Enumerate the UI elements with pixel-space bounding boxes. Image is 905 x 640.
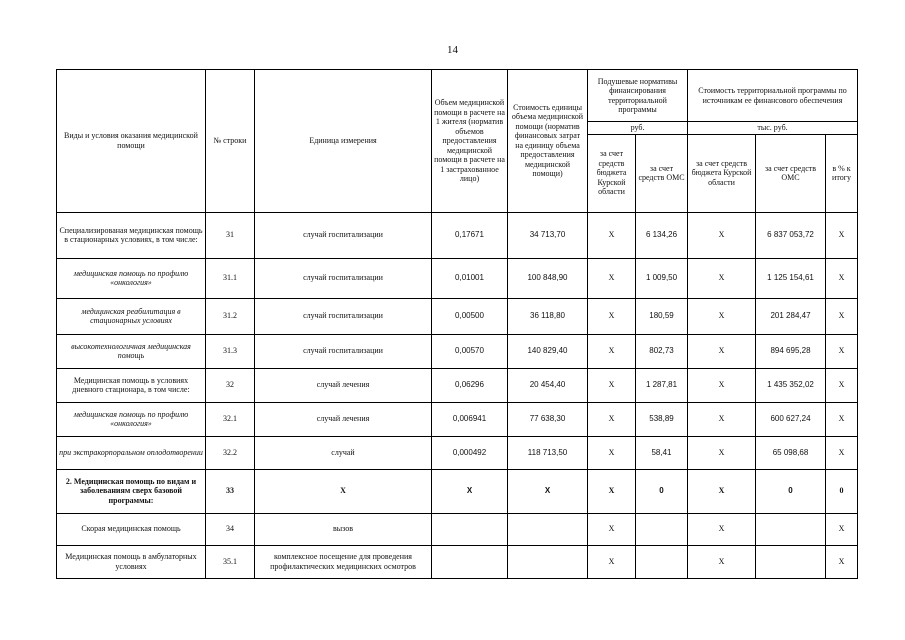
row-number: 32.1	[206, 402, 255, 436]
row-volume: Х	[432, 469, 508, 513]
row-per-capita-oms: 58,41	[636, 436, 688, 469]
row-volume: 0,06296	[432, 368, 508, 402]
row-program-oms: 0	[756, 469, 826, 513]
row-program-oms: 1 125 154,61	[756, 258, 826, 298]
row-name: при экстракорпоральном оплодотворении	[57, 436, 206, 469]
row-name: 2. Медицинская помощь по видам и заболеваниям сверх базовой программы:	[57, 469, 206, 513]
row-number: 31.3	[206, 334, 255, 368]
row-program-budget: Х	[688, 402, 756, 436]
row-unit: случай лечения	[255, 402, 432, 436]
row-unit: случай госпитализации	[255, 212, 432, 258]
row-per-capita-oms: 180,59	[636, 298, 688, 334]
page-number: 14	[447, 44, 458, 56]
row-unit: вызов	[255, 513, 432, 545]
header-budget: за счет средств бюджета Курской области	[588, 134, 636, 212]
row-unit: случай	[255, 436, 432, 469]
row-program-oms: 894 695,28	[756, 334, 826, 368]
program-cost-table	[56, 69, 858, 579]
row-per-capita-budget: Х	[588, 402, 636, 436]
row-percent: Х	[826, 402, 858, 436]
row-unit: случай госпитализации	[255, 334, 432, 368]
row-percent: Х	[826, 298, 858, 334]
row-cost	[508, 545, 588, 578]
row-volume: 0,006941	[432, 402, 508, 436]
row-name: высокотехнологичная медицинская помощь	[57, 334, 206, 368]
row-per-capita-oms	[636, 513, 688, 545]
row-per-capita-budget: Х	[588, 368, 636, 402]
row-percent: Х	[826, 334, 858, 368]
row-cost: 34 713,70	[508, 212, 588, 258]
row-percent: 0	[826, 469, 858, 513]
table-row	[57, 469, 858, 513]
row-unit: случай госпитализации	[255, 298, 432, 334]
row-program-oms	[756, 513, 826, 545]
row-program-oms: 65 098,68	[756, 436, 826, 469]
row-per-capita-oms: 1 009,50	[636, 258, 688, 298]
row-program-budget: Х	[688, 334, 756, 368]
table-row	[57, 258, 858, 298]
row-program-budget: Х	[688, 258, 756, 298]
row-program-oms: 6 837 053,72	[756, 212, 826, 258]
row-name: Специализированая медицинская помощь в стационарных условиях, в том числе:	[57, 212, 206, 258]
row-volume: 0,00500	[432, 298, 508, 334]
row-name: Скорая медицинская помощь	[57, 513, 206, 545]
row-unit: комплексное посещение для проведения профилактических медицинских осмотров	[255, 545, 432, 578]
header-unit-thousand-rub: тыс. руб.	[688, 122, 858, 135]
row-name: Медицинская помощь в условиях дневного стационара, в том числе:	[57, 368, 206, 402]
row-percent: Х	[826, 212, 858, 258]
header-type: Виды и условия оказания медицинской помощи	[57, 70, 206, 213]
row-unit: случай лечения	[255, 368, 432, 402]
row-name: Медицинская помощь в амбулаторных условиях	[57, 545, 206, 578]
row-name: медицинская помощь по профилю «онкология»	[57, 402, 206, 436]
row-volume: 0,000492	[432, 436, 508, 469]
header-percent: в % к итогу	[826, 134, 858, 212]
row-volume: 0,00570	[432, 334, 508, 368]
row-per-capita-budget: Х	[588, 334, 636, 368]
row-per-capita-oms: 1 287,81	[636, 368, 688, 402]
row-volume: 0,01001	[432, 258, 508, 298]
row-per-capita-budget: Х	[588, 513, 636, 545]
row-program-budget: Х	[688, 469, 756, 513]
row-program-budget: Х	[688, 368, 756, 402]
row-per-capita-budget: Х	[588, 436, 636, 469]
row-percent: Х	[826, 258, 858, 298]
row-number: 33	[206, 469, 255, 513]
header-budget-total: за счет средств бюджета Курской области	[688, 134, 756, 212]
row-cost: 77 638,30	[508, 402, 588, 436]
header-unit: Единица измерения	[255, 70, 432, 213]
row-per-capita-oms	[636, 545, 688, 578]
row-volume	[432, 513, 508, 545]
row-program-budget: Х	[688, 436, 756, 469]
row-number: 31.2	[206, 298, 255, 334]
table-row	[57, 212, 858, 258]
row-per-capita-oms: 0	[636, 469, 688, 513]
row-program-oms: 600 627,24	[756, 402, 826, 436]
row-per-capita-oms: 6 134,26	[636, 212, 688, 258]
header-unit-rub: руб.	[588, 122, 688, 135]
row-number: 35.1	[206, 545, 255, 578]
header-oms-total: за счет средств ОМС	[756, 134, 826, 212]
row-program-oms: 1 435 352,02	[756, 368, 826, 402]
table-row	[57, 513, 858, 545]
row-number: 31	[206, 212, 255, 258]
row-cost: 20 454,40	[508, 368, 588, 402]
table-row	[57, 402, 858, 436]
table-row	[57, 334, 858, 368]
row-per-capita-budget: Х	[588, 258, 636, 298]
row-cost: Х	[508, 469, 588, 513]
table-row	[57, 436, 858, 469]
row-program-oms	[756, 545, 826, 578]
header-cost: Стоимость единицы объема медицинской помощи (норматив финансовых затрат на единицу объема предоставления медицинской помощи)	[508, 70, 588, 213]
row-program-budget: Х	[688, 545, 756, 578]
row-cost: 140 829,40	[508, 334, 588, 368]
row-cost: 100 848,90	[508, 258, 588, 298]
header-volume: Объем медицинской помощи в расчете на 1 жителя (норматив объемов предоставления медицинской помощи в расчете на 1 застрахованное лицо)	[432, 70, 508, 213]
row-cost: 118 713,50	[508, 436, 588, 469]
row-percent: Х	[826, 368, 858, 402]
table-row	[57, 298, 858, 334]
row-per-capita-budget: Х	[588, 212, 636, 258]
row-unit: случай госпитализации	[255, 258, 432, 298]
row-volume: 0,17671	[432, 212, 508, 258]
row-number: 32.2	[206, 436, 255, 469]
row-percent: Х	[826, 513, 858, 545]
row-name: медицинская реабилитация в стационарных условиях	[57, 298, 206, 334]
row-per-capita-budget: Х	[588, 545, 636, 578]
row-percent: Х	[826, 545, 858, 578]
row-number: 34	[206, 513, 255, 545]
header-oms: за счет средств ОМС	[636, 134, 688, 212]
row-program-budget: Х	[688, 212, 756, 258]
header-program-cost: Стоимость территориальной программы по источникам ее финансового обеспечения	[688, 70, 858, 122]
row-unit: Х	[255, 469, 432, 513]
table-row	[57, 368, 858, 402]
row-program-budget: Х	[688, 513, 756, 545]
row-cost: 36 118,80	[508, 298, 588, 334]
row-cost	[508, 513, 588, 545]
row-per-capita-budget: Х	[588, 298, 636, 334]
table-row	[57, 545, 858, 578]
row-per-capita-budget: Х	[588, 469, 636, 513]
row-number: 32	[206, 368, 255, 402]
row-program-oms: 201 284,47	[756, 298, 826, 334]
row-program-budget: Х	[688, 298, 756, 334]
row-percent: Х	[826, 436, 858, 469]
header-per-capita: Подушевые нормативы финансирования территориальной программы	[588, 70, 688, 122]
row-name: медицинская помощь по профилю «онкология»	[57, 258, 206, 298]
row-per-capita-oms: 802,73	[636, 334, 688, 368]
row-per-capita-oms: 538,89	[636, 402, 688, 436]
row-number: 31.1	[206, 258, 255, 298]
header-row-number: № строки	[206, 70, 255, 213]
row-volume	[432, 545, 508, 578]
